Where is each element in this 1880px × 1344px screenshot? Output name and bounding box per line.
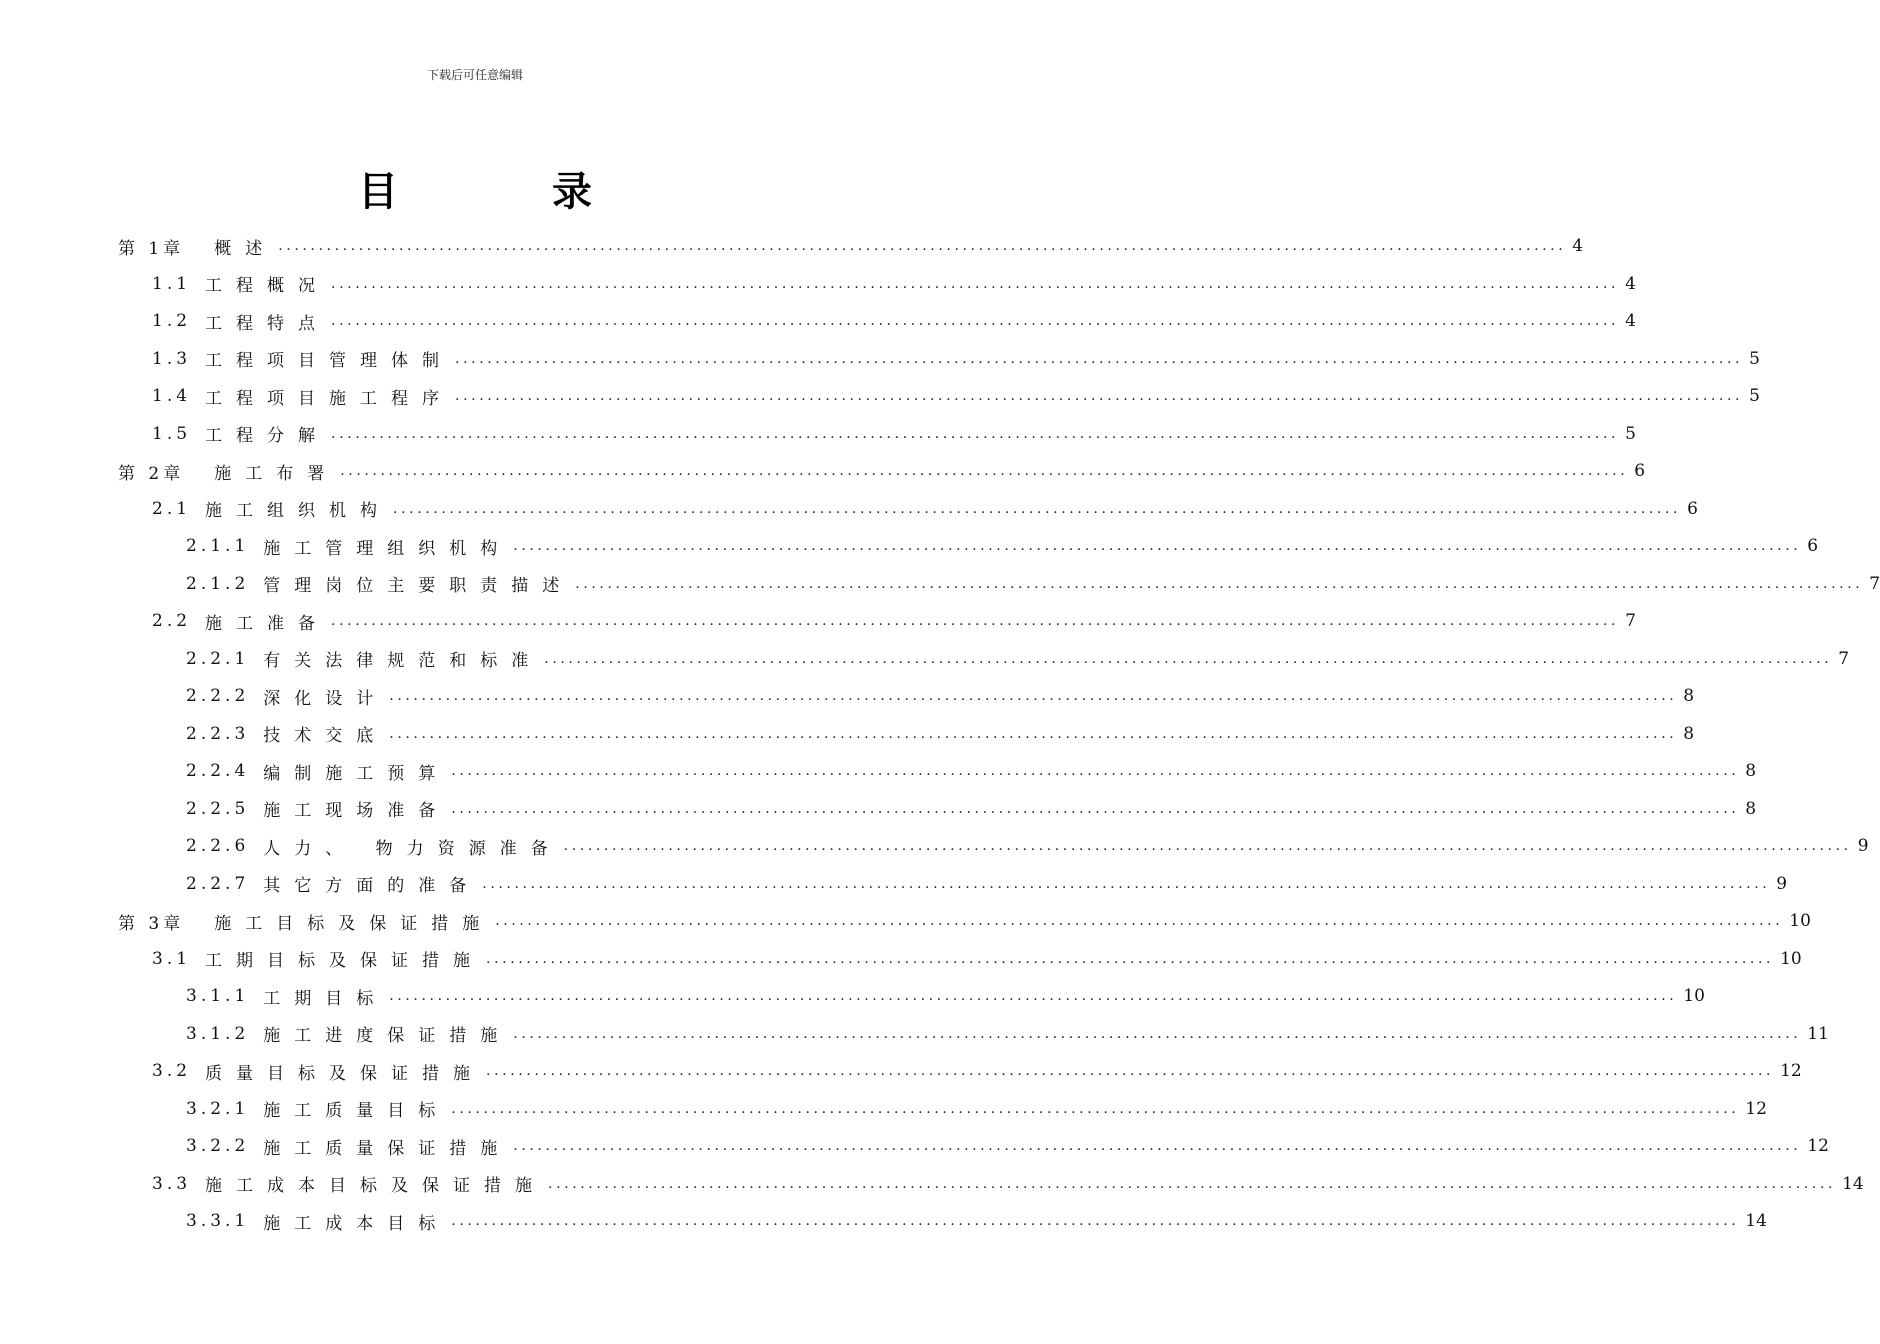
toc-dot-leader: ................................................................................................................................................................	[331, 425, 1620, 442]
toc-dot-leader: ................................................................................................................................................................	[331, 313, 1620, 329]
toc-entry-title: 工程特点	[205, 313, 330, 334]
toc-dot-leader: ................................................................................................................................................................	[389, 988, 1678, 1004]
toc-entry-number: 3.1.2	[186, 1023, 250, 1044]
toc-page-number: 4	[1572, 236, 1584, 256]
toc-entry-title: 施工质量目标	[263, 1101, 450, 1121]
toc-page-number: 8	[1683, 723, 1695, 744]
toc-entry[interactable]	[152, 1057, 1802, 1085]
toc-entry-number: 2.2.2	[186, 686, 250, 706]
toc-entry-number: 2.1.2	[186, 573, 250, 594]
toc-entry-number: 3.2.2	[186, 1136, 250, 1156]
toc-entry-number: 3.1.1	[186, 986, 250, 1006]
toc-entry-title: 施工现场准备	[263, 801, 450, 821]
toc-entry-number: 2.2.4	[186, 761, 250, 781]
toc-dot-leader: ................................................................................................................................................................	[486, 950, 1775, 967]
toc-page-number: 7	[1625, 611, 1636, 631]
toc-entry[interactable]	[152, 1170, 1864, 1198]
toc-entry-title: 施工组织机构	[205, 501, 392, 521]
toc-entry-title: 工程项目管理体制	[205, 351, 454, 371]
toc-dot-leader: ................................................................................................................................................................	[544, 650, 1833, 667]
toc-dot-leader: ................................................................................................................................................................	[513, 1138, 1802, 1154]
toc-dot-leader: ................................................................................................................................................................	[482, 875, 1771, 892]
toc-entry[interactable]	[152, 382, 1760, 410]
toc-page-number: 5	[1749, 386, 1760, 406]
toc-entry-title: 施工成本目标及保证措施	[205, 1176, 547, 1196]
toc-page-number: 6	[1807, 536, 1819, 556]
toc-dot-leader: ................................................................................................................................................................	[451, 763, 1740, 779]
toc-entry-number: 3.2	[152, 1061, 192, 1081]
toc-page-number: 11	[1807, 1023, 1829, 1044]
toc-page-number: 6	[1634, 461, 1646, 481]
toc-entry-title: 其它方面的准备	[263, 876, 481, 896]
toc-entry-title: 施工进度保证措施	[263, 1026, 512, 1046]
toc-entry-title: 人力、 物力资源准备	[263, 838, 562, 859]
toc-page-number: 8	[1683, 686, 1695, 706]
toc-page-number: 5	[1625, 423, 1636, 444]
toc-page-number: 5	[1749, 348, 1760, 369]
toc-entry-title: 工程分解	[205, 426, 330, 446]
toc-dot-leader: ................................................................................................................................................................	[455, 388, 1744, 404]
toc-dot-leader: ................................................................................................................................................................	[455, 350, 1744, 367]
toc-entry-title: 施工质量保证措施	[263, 1138, 512, 1159]
toc-dot-leader: ................................................................................................................................................................	[331, 275, 1620, 292]
toc-entry[interactable]	[186, 870, 1788, 898]
toc-page-number: 10	[1789, 911, 1811, 931]
toc-page-number: 8	[1745, 798, 1757, 819]
toc-entry-title: 施工成本目标	[263, 1213, 450, 1234]
toc-entry-number: 2.2.5	[186, 798, 250, 819]
toc-entry-title: 管理岗位主要职责描述	[263, 576, 574, 596]
toc-entry-title: 施工布署	[214, 463, 339, 484]
toc-entry[interactable]	[152, 420, 1636, 448]
toc-dot-leader: ................................................................................................................................................................	[331, 613, 1620, 629]
toc-entry[interactable]	[186, 757, 1757, 785]
toc-entry-number: 2.1	[152, 498, 192, 519]
toc-entry[interactable]	[186, 532, 1819, 560]
toc-entry-title: 施工目标及保证措施	[214, 913, 494, 934]
toc-entry-number: 3.3.1	[186, 1211, 250, 1231]
toc-entry[interactable]	[152, 270, 1636, 298]
toc-page-number: 7	[1838, 648, 1850, 669]
toc-page-number: 12	[1745, 1098, 1767, 1119]
toc-entry-title: 深化设计	[263, 688, 388, 709]
toc-entry-number: 1.4	[152, 386, 192, 406]
toc-entry-number: 2.1.1	[186, 536, 250, 556]
toc-dot-leader: ................................................................................................................................................................	[451, 1213, 1740, 1229]
toc-entry-number: 第 1章	[118, 238, 185, 259]
toc-entry-title: 质量目标及保证措施	[205, 1063, 485, 1084]
toc-entry[interactable]	[152, 607, 1636, 635]
toc-page-number: 12	[1807, 1136, 1829, 1156]
toc-entry[interactable]	[152, 345, 1760, 373]
toc-dot-leader: ................................................................................................................................................................	[278, 238, 1567, 254]
toc-entry-number: 3.3	[152, 1173, 192, 1194]
toc-entry[interactable]	[152, 945, 1802, 973]
toc-entry[interactable]	[186, 645, 1850, 673]
toc-entry-title: 有关法律规范和标准	[263, 651, 543, 671]
toc-entry[interactable]	[186, 1095, 1767, 1123]
toc-page-number: 10	[1780, 948, 1802, 969]
toc-dot-leader: ................................................................................................................................................................	[389, 725, 1678, 742]
toc-entry-title: 概述	[214, 238, 277, 259]
page-title: 目 录	[358, 169, 662, 215]
header-note: 下载后可任意编辑	[426, 68, 523, 82]
toc-entry-number: 1.2	[152, 311, 192, 331]
toc-entry[interactable]	[186, 570, 1880, 598]
toc-entry[interactable]	[186, 682, 1695, 710]
toc-entry-title: 工期目标及保证措施	[205, 951, 485, 971]
toc-entry[interactable]	[186, 1207, 1767, 1235]
toc-entry[interactable]	[186, 720, 1695, 748]
toc-entry[interactable]	[152, 495, 1698, 523]
toc-entry-number: 2.2.7	[186, 873, 250, 894]
toc-dot-leader: ................................................................................................................................................................	[563, 838, 1852, 854]
toc-page-number: 7	[1869, 573, 1880, 594]
toc-entry-number: 1.3	[152, 348, 192, 369]
toc-dot-leader: ................................................................................................................................................................	[486, 1063, 1775, 1079]
toc-dot-leader: ................................................................................................................................................................	[548, 1175, 1837, 1192]
toc-entry-title: 施工管理组织机构	[263, 538, 512, 559]
toc-entry[interactable]	[186, 982, 1705, 1010]
toc-page-number: 8	[1745, 761, 1757, 781]
toc-entry-number: 2.2.3	[186, 723, 250, 744]
toc-entry-title: 编制施工预算	[263, 763, 450, 784]
toc-dot-leader: ................................................................................................................................................................	[575, 575, 1864, 592]
toc-page-number: 9	[1776, 873, 1788, 894]
toc-dot-leader: ................................................................................................................................................................	[513, 1025, 1802, 1042]
toc-page-number: 12	[1780, 1061, 1802, 1081]
toc-page-number: 14	[1842, 1173, 1864, 1194]
toc-page-number: 4	[1625, 273, 1636, 294]
toc-page-number: 6	[1687, 498, 1698, 519]
toc-entry-number: 2.2.1	[186, 648, 250, 669]
toc-entry[interactable]	[186, 795, 1757, 823]
toc-entry-number: 2.2.6	[186, 836, 250, 856]
toc-entry[interactable]	[118, 232, 1584, 260]
toc-entry-title: 工程概况	[205, 276, 330, 296]
toc-dot-leader: ................................................................................................................................................................	[451, 1100, 1740, 1117]
toc-entry[interactable]	[152, 307, 1636, 335]
toc-entry-number: 第 3章	[118, 913, 185, 934]
toc-entry-number: 3.1	[152, 948, 192, 969]
toc-entry[interactable]	[186, 1020, 1829, 1048]
toc-dot-leader: ................................................................................................................................................................	[495, 913, 1784, 929]
toc-entry-number: 1.5	[152, 423, 192, 444]
toc-entry[interactable]	[118, 907, 1811, 935]
toc-page-number: 4	[1625, 311, 1636, 331]
toc-entry-title: 工程项目施工程序	[205, 388, 454, 409]
toc-entry-number: 1.1	[152, 273, 192, 294]
toc-entry[interactable]	[118, 457, 1646, 485]
toc-entry[interactable]	[186, 1132, 1829, 1160]
toc-entry-title: 技术交底	[263, 726, 388, 746]
toc-entry-number: 3.2.1	[186, 1098, 250, 1119]
toc-dot-leader: ................................................................................................................................................................	[451, 800, 1740, 817]
toc-page-number: 9	[1857, 836, 1869, 856]
toc-entry-title: 施工准备	[205, 613, 330, 634]
toc-page-number: 10	[1683, 986, 1705, 1006]
toc-entry-number: 2.2	[152, 611, 192, 631]
toc-dot-leader: ................................................................................................................................................................	[340, 463, 1629, 479]
toc-entry-title: 工期目标	[263, 988, 388, 1009]
toc-page-number: 14	[1745, 1211, 1767, 1231]
toc-dot-leader: ................................................................................................................................................................	[389, 688, 1678, 704]
toc-entry-number: 第 2章	[118, 463, 185, 484]
toc-dot-leader: ................................................................................................................................................................	[513, 538, 1802, 554]
toc-entry[interactable]	[186, 832, 1869, 860]
toc-dot-leader: ................................................................................................................................................................	[393, 500, 1682, 517]
